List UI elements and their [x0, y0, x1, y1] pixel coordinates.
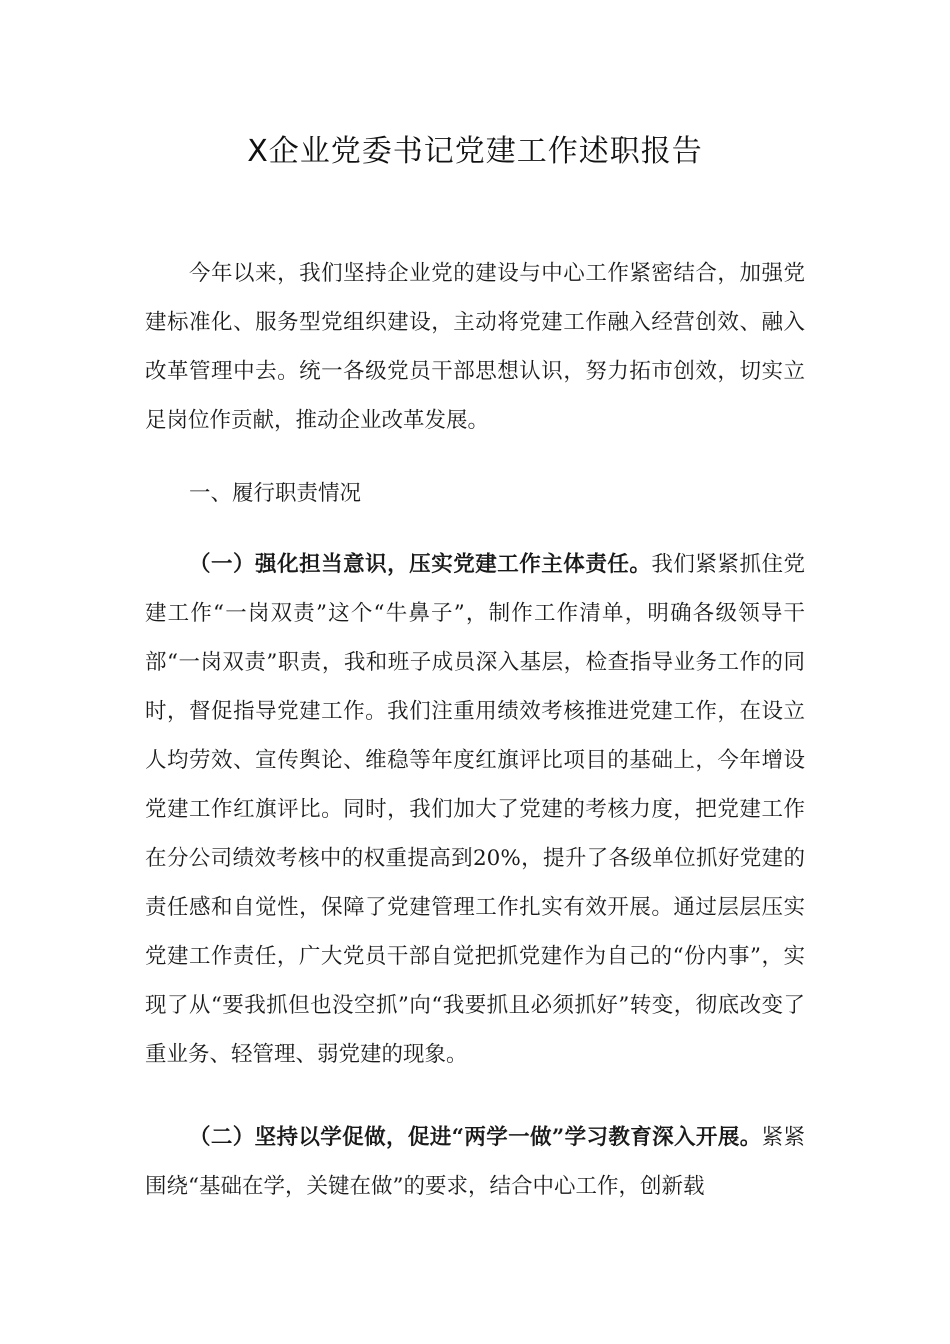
item-two-paragraph — [145, 1113, 805, 1211]
item-two-lead: （二）坚持以学促做，促进“两学一做”学习教育深入开展。 — [189, 1125, 762, 1150]
section-heading: 一、履行职责情况 — [189, 481, 362, 506]
item-one-lead: （一）强化担当意识，压实党建工作主体责任。 — [189, 552, 652, 577]
item-one-text: 我们紧紧抓住党建工作“一岗双责”这个“牛鼻子”，制作工作清单，明确各级领导干部“一岗双责”职责，我和班子成员深入基层，检查指导业务工作的同时，督促指导党建工作。我们注重用绩效考核推进党建工作，在设立人均劳效、宣传舆论、维稳等年度红旗评比项目的基础上，今年增设党建工作红旗评比。同时，我们加大了党建的考核力度，把党建工作在分公司绩效考核中的权重提高到20%，提升了各级单位抓好党建的责任感和自觉性，保障了党建管理工作扎实有效开展。通过层层压实党建工作责任，广大党员干部自觉把抓党建作为自己的“份内事”，实现了从“要我抓但也没空抓”向“我要抓且必须抓好”转变，彻底改变了重业务、轻管理、弱党建的现象。 — [145, 552, 805, 1067]
item-two-text: 紧紧围绕“基础在学，关键在做”的要求，结合中心工作，创新载 — [145, 1125, 805, 1199]
item-one-paragraph — [145, 540, 805, 1079]
document-title: X企业党委书记党建工作述职报告 — [247, 134, 703, 169]
intro-paragraph: 今年以来，我们坚持企业党的建设与中心工作紧密结合，加强党建标准化、服务型党组织建设，主动将党建工作融入经营创效、融入改革管理中去。统一各级党员干部思想认识，努力拓市创效，切实立足岗位作贡献，推动企业改革发展。 — [145, 261, 805, 433]
